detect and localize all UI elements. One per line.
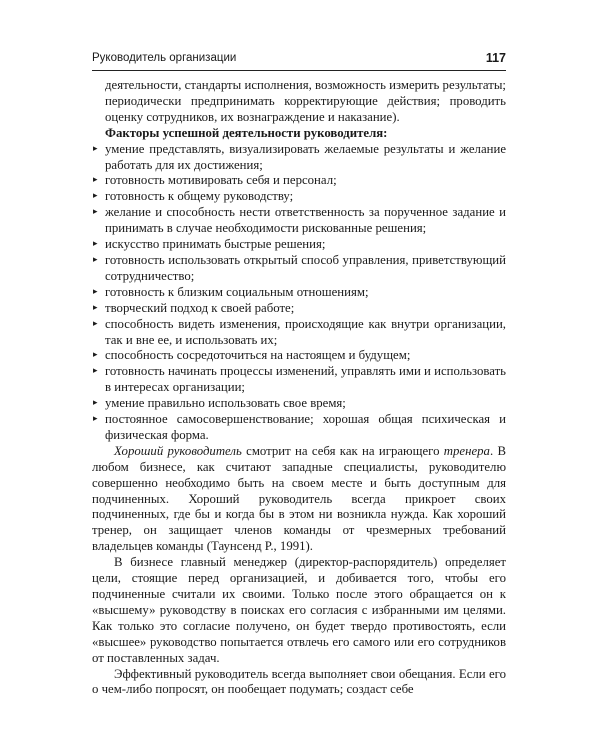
emphasis-coach: тренера bbox=[443, 443, 490, 458]
bullet-icon: ▸ bbox=[93, 254, 98, 265]
paragraph-good-leader: Хороший руководитель смотрит на себя как на играющего тренера. В любом бизнесе, как считают западные специалисты, руководителю совершенно необходимо быть на своем месте и быть доступным для подчиненных. Хороший руководитель всегда прикроет своих подчиненных, где бы и когда бы в этом ни возникла нужда. Как хороший тренер, он защищает членов команды от чрезмерных требований владельцев команды (Таунсенд Р., 1991). bbox=[92, 443, 506, 554]
page-body bbox=[92, 78, 506, 698]
bullet-icon: ▸ bbox=[93, 207, 98, 218]
factors-heading: Факторы успешной деятельности руководителя: bbox=[105, 125, 388, 140]
list-item: ▸ искусство принимать быстрые решения; bbox=[93, 237, 326, 252]
list-item: ▸ постоянное самосовершенствование; хорошая общая психическая и физическая форма. bbox=[93, 412, 506, 442]
list-item: ▸ готовность начинать процессы изменений, управлять ими и использовать в интересах организации; bbox=[93, 364, 506, 395]
chapter-title: Руководитель организации bbox=[92, 52, 237, 64]
factors-list bbox=[92, 142, 506, 444]
page-number: 117 bbox=[485, 51, 506, 65]
list-item: ▸ готовность мотивировать себя и персонал; bbox=[93, 173, 337, 188]
list-item: ▸ готовность использовать открытый способ управления, приветствующий сотрудничество; bbox=[93, 252, 506, 283]
bullet-icon: ▸ bbox=[93, 239, 98, 250]
list-item: ▸ готовность к близким социальным отношениям; bbox=[93, 284, 369, 299]
bullet-icon: ▸ bbox=[93, 143, 98, 154]
bullet-icon: ▸ bbox=[93, 350, 98, 361]
list-item: ▸ способность видеть изменения, происходящие как внутри организации, так и вне ее, и использовать их; bbox=[93, 316, 506, 347]
bullet-icon: ▸ bbox=[93, 414, 98, 425]
list-item: ▸ желание и способность нести ответственность за порученное задание и принимать в случае необходимости рискованные решения; bbox=[93, 205, 506, 236]
list-item: ▸ творческий подход к своей работе; bbox=[93, 300, 295, 315]
bullet-icon: ▸ bbox=[93, 398, 98, 409]
bullet-icon: ▸ bbox=[93, 318, 98, 329]
list-item: ▸ готовность к общему руководству; bbox=[93, 189, 294, 204]
list-item: ▸ умение представлять, визуализировать желаемые результаты и желание работать для их достижения; bbox=[93, 141, 506, 172]
paragraph-effective-leader: Эффективный руководитель всегда выполняет свои обещания. Если его о чем-либо попросят, он пообещает подумать; создаст себе bbox=[92, 666, 506, 697]
bullet-icon: ▸ bbox=[93, 302, 98, 313]
bullet-icon: ▸ bbox=[93, 366, 98, 377]
bullet-icon: ▸ bbox=[93, 175, 98, 186]
emphasis-good-leader: Хороший руководитель bbox=[114, 443, 242, 458]
bullet-icon: ▸ bbox=[93, 286, 98, 297]
bullet-icon: ▸ bbox=[93, 191, 98, 202]
list-item: ▸ способность сосредоточиться на настоящем и будущем; bbox=[93, 348, 411, 363]
list-item: ▸ умение правильно использовать свое время; bbox=[93, 396, 346, 411]
running-head bbox=[92, 50, 506, 68]
continuation-text: деятельности, стандарты исполнения, возможность измерить результаты; периодически предпринимать корректирующие действия; проводить оценку сотрудников, их вознаграждение и наказание). bbox=[105, 78, 506, 124]
paragraph-general-manager: В бизнесе главный менеджер (директор-распорядитель) определяет цели, стоящие перед организацией, и добивается того, чтобы его подчиненные считали их своими. Только после этого обращается он к «высшему» руководству в поисках его согласия с избранными им целями. Как только это согласие получено, он будет твердо противостоять, если «высшее» руководство попытается отвлечь его самого или его сотрудников от поставленных задач. bbox=[92, 555, 506, 665]
header-rule bbox=[92, 70, 506, 71]
